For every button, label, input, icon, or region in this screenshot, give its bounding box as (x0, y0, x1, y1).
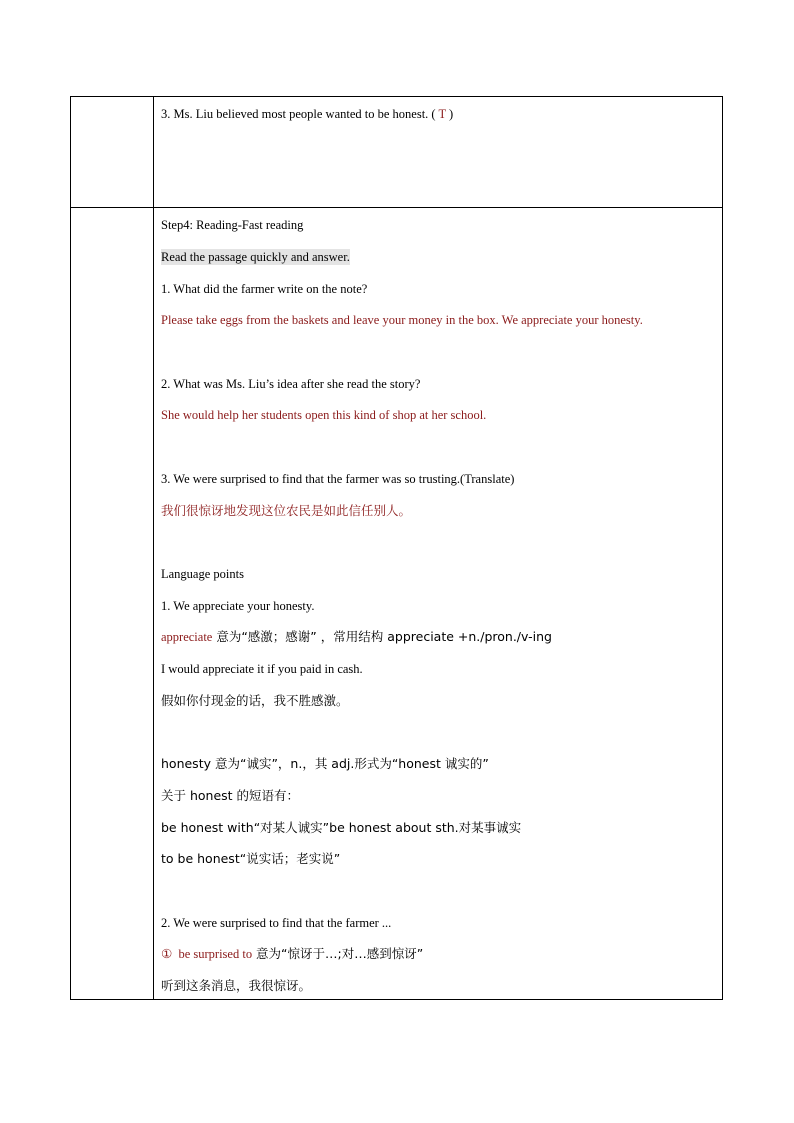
honest-phrase-2: to be honest“说实话；老实说” (161, 851, 341, 866)
language-points-title: Language points (161, 567, 244, 581)
keyword: appreciate (161, 630, 213, 644)
honesty-note: honesty 意为“诚实”，n.，其 adj.形式为“honest 诚实的” (161, 756, 489, 771)
honest-phrase-1: be honest with“对某人诚实”be honest about sth.对某事诚实 (161, 820, 522, 835)
example-chinese: 听到这条消息，我很惊讶。 (161, 978, 312, 993)
answer-mark: T (438, 107, 446, 121)
row-label-cell (71, 97, 154, 207)
example-english: I would appreciate it if you paid in cash. (161, 662, 363, 676)
example-chinese: 假如你付现金的话，我不胜感激。 (161, 693, 349, 708)
answer-3: 我们很惊讶地发现这位农民是如此信任别人。 (161, 503, 412, 518)
definition-text: 意为“感激；感谢” ，常用结构 appreciate +n./pron./v-ing (212, 629, 552, 644)
question-2: 2. What was Ms. Liu’s idea after she read the story? (161, 377, 421, 391)
table-row (71, 208, 722, 999)
definition-text: 意为“惊讶于…;对…感到惊讶” (252, 946, 424, 961)
question-close: ) (445, 107, 454, 121)
question-1: 1. What did the farmer write on the note? (161, 282, 368, 296)
language-point-1-title: 1. We appreciate your honesty. (161, 599, 315, 613)
step-title: Step4: Reading-Fast reading (161, 218, 304, 232)
language-point-2-title: 2. We were surprised to find that the farmer ... (161, 916, 392, 930)
language-point-1-definition (161, 629, 552, 645)
lesson-table (70, 96, 723, 1000)
answer-2: She would help her students open this kind of shop at her school. (161, 408, 487, 422)
question-3: 3. We were surprised to find that the farmer was so trusting.(Translate) (161, 472, 515, 486)
honest-phrases-title: 关于 honest 的短语有： (161, 788, 300, 803)
table-row (71, 97, 722, 208)
keyword: be surprised to (178, 947, 253, 961)
question-text: 3. Ms. Liu believed most people wanted to be honest. ( (161, 107, 439, 121)
answer-1: Please take eggs from the baskets and leave your money in the box. We appreciate your honesty. (161, 313, 643, 327)
row-label-cell (71, 208, 154, 999)
true-false-question (161, 106, 453, 122)
language-point-2-definition (161, 946, 423, 962)
instruction: Read the passage quickly and answer. (161, 250, 350, 264)
circled-number: ① (161, 946, 173, 961)
